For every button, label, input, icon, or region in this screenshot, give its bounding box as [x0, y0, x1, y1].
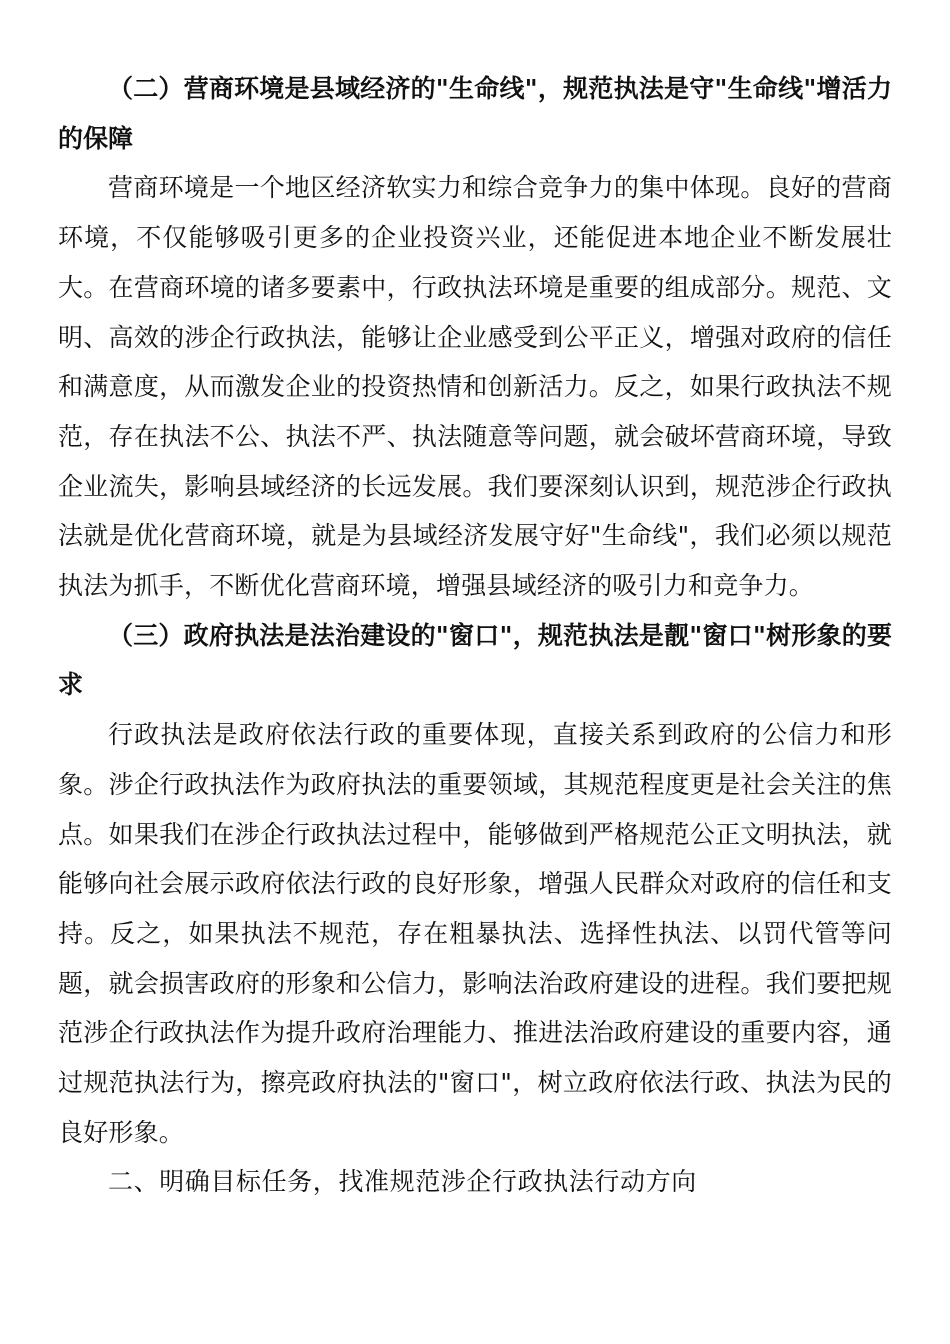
paragraph-government-window: 行政执法是政府依法行政的重要体现，直接关系到政府的公信力和形象。涉企行政执法作为政府执法的重要领域，其规范程度更是社会关注的焦点。如果我们在涉企行政执法过程中，能够做到严格规范公正文明执法，就能够向社会展示政府依法行政的良好形象，增强人民群众对政府的信任和支持。反之，如果执法不规范，存在粗暴执法、选择性执法、以罚代管等问题，就会损害政府的形象和公信力，影响法治政府建设的进程。我们要把规范涉企行政执法作为提升政府治理能力、推进法治政府建设的重要内容，通过规范执法行为，擦亮政府执法的"窗口"，树立政府依法行政、执法为民的良好形象。: [58, 720, 892, 1147]
document-page: [58, 64, 892, 1207]
subheading-three: （三）政府执法是法治建设的"窗口"，规范执法是靓"窗口"树形象的要求: [58, 620, 892, 700]
subheading-two: （二）营商环境是县域经济的"生命线"，规范执法是守"生命线"增活力的保障: [58, 74, 892, 153]
paragraph-business-environment: 营商环境是一个地区经济软实力和综合竞争力的集中体现。良好的营商环境，不仅能够吸引更多的企业投资兴业，还能促进本地企业不断发展壮大。在营商环境的诸多要素中，行政执法环境是重要的组成部分。规范、文明、高效的涉企行政执法，能够让企业感受到公平正义，增强对政府的信任和满意度，从而激发企业的投资热情和创新活力。反之，如果行政执法不规范，存在执法不公、执法不严、执法随意等问题，就会破坏营商环境，导致企业流失，影响县域经济的长远发展。我们要深刻认识到，规范涉企行政执法就是优化营商环境，就是为县域经济发展守好"生命线"，我们必须以规范执法为抓手，不断优化营商环境，增强县域经济的吸引力和竞争力。: [58, 173, 892, 601]
section-heading-two: 二、明确目标任务，找准规范涉企行政执法行动方向: [108, 1167, 697, 1197]
